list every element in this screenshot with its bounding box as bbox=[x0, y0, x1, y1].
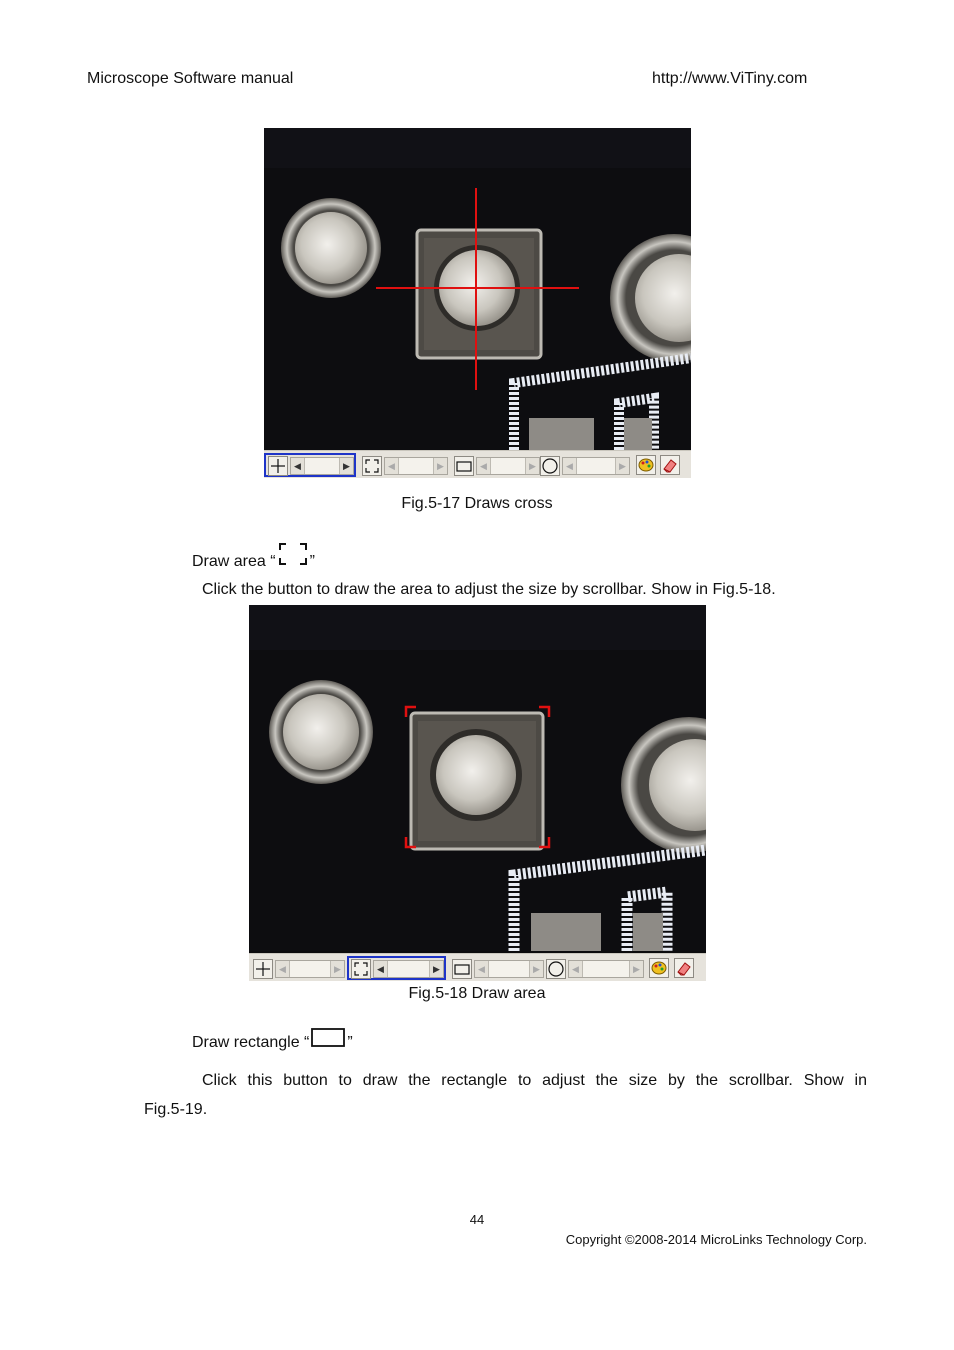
section-heading-draw-rectangle bbox=[192, 1027, 353, 1054]
figure-draw-area bbox=[249, 605, 706, 981]
figure-caption-cross: Fig.5-17 Draws cross bbox=[401, 495, 553, 512]
cross-icon bbox=[269, 457, 287, 475]
circle-size-scrollbar[interactable] bbox=[568, 960, 644, 978]
rectangle-tool-button[interactable] bbox=[454, 456, 474, 476]
heading-suffix: ” bbox=[309, 553, 315, 570]
figure-caption-area: Fig.5-18 Draw area bbox=[408, 985, 546, 1002]
cross-size-scrollbar[interactable] bbox=[290, 457, 354, 475]
eraser-icon bbox=[661, 456, 679, 474]
scroll-left-arrow[interactable]: ◀ bbox=[475, 961, 489, 977]
color-palette-button[interactable] bbox=[636, 455, 656, 475]
page-number: 44 bbox=[469, 1212, 485, 1227]
heading-prefix: Draw area “ bbox=[192, 553, 276, 570]
rectangle-icon bbox=[453, 960, 471, 978]
palette-icon bbox=[650, 959, 668, 977]
header-title: Microscope Software manual bbox=[87, 70, 294, 87]
area-tool-button[interactable] bbox=[351, 959, 371, 979]
area-size-scrollbar[interactable] bbox=[373, 960, 444, 978]
area-tool-button[interactable] bbox=[362, 456, 382, 476]
scroll-right-arrow[interactable]: ▶ bbox=[615, 458, 629, 474]
heading-suffix: ” bbox=[347, 1034, 353, 1051]
eraser-button[interactable] bbox=[674, 958, 694, 978]
area-tool-group bbox=[347, 956, 446, 980]
scroll-right-arrow[interactable]: ▶ bbox=[629, 961, 643, 977]
rectangle-icon bbox=[455, 457, 473, 475]
scroll-right-arrow[interactable]: ▶ bbox=[433, 458, 447, 474]
circle-tool-group bbox=[536, 453, 632, 477]
area-inline-icon bbox=[276, 540, 310, 573]
scroll-right-arrow[interactable]: ▶ bbox=[339, 458, 353, 474]
pcb-photo bbox=[249, 605, 706, 951]
scroll-left-arrow[interactable]: ◀ bbox=[385, 458, 399, 474]
cross-tool-button[interactable] bbox=[268, 456, 288, 476]
microscope-image-cross bbox=[264, 128, 691, 450]
heading-prefix: Draw rectangle “ bbox=[192, 1034, 310, 1051]
cross-size-scrollbar[interactable] bbox=[275, 960, 345, 978]
scroll-left-arrow[interactable]: ◀ bbox=[569, 961, 583, 977]
scroll-left-arrow[interactable]: ◀ bbox=[563, 458, 577, 474]
palette-icon bbox=[637, 456, 655, 474]
scroll-right-arrow[interactable]: ▶ bbox=[525, 458, 539, 474]
section-heading-draw-area bbox=[192, 540, 315, 573]
eraser-button[interactable] bbox=[660, 455, 680, 475]
eraser-icon bbox=[675, 959, 693, 977]
scroll-left-arrow[interactable]: ◀ bbox=[291, 458, 305, 474]
section-body-draw-area: Click the button to draw the area to adjust the size by scrollbar. Show in Fig.5-18. bbox=[202, 581, 776, 598]
rectangle-inline-icon bbox=[309, 1027, 347, 1054]
scroll-left-arrow[interactable]: ◀ bbox=[374, 961, 388, 977]
circle-tool-button[interactable] bbox=[546, 959, 566, 979]
rectangle-tool-group bbox=[448, 956, 546, 980]
section-body-draw-rectangle-line2: Fig.5-19. bbox=[144, 1101, 208, 1118]
area-size-scrollbar[interactable] bbox=[384, 457, 448, 475]
microscope-image-area bbox=[249, 605, 706, 951]
circle-tool-group bbox=[542, 956, 646, 980]
cross-tool-button[interactable] bbox=[253, 959, 273, 979]
scroll-left-arrow[interactable]: ◀ bbox=[477, 458, 491, 474]
circle-tool-button[interactable] bbox=[540, 456, 560, 476]
cross-tool-group bbox=[264, 453, 356, 477]
area-icon bbox=[363, 457, 381, 475]
area-icon bbox=[352, 960, 370, 978]
circle-icon bbox=[547, 960, 565, 978]
circle-icon bbox=[541, 457, 559, 475]
rectangle-tool-button[interactable] bbox=[452, 959, 472, 979]
cross-tool-group bbox=[249, 956, 347, 980]
circle-size-scrollbar[interactable] bbox=[562, 457, 630, 475]
header-url: http://www.ViTiny.com bbox=[652, 70, 808, 87]
rectangle-size-scrollbar[interactable] bbox=[476, 457, 540, 475]
figure-draw-cross bbox=[264, 128, 691, 478]
rectangle-tool-group bbox=[450, 453, 542, 477]
cross-icon bbox=[254, 960, 272, 978]
pcb-photo bbox=[264, 128, 691, 450]
scroll-right-arrow[interactable]: ▶ bbox=[529, 961, 543, 977]
section-body-draw-rectangle-line1: Click this button to draw the rectangle to adjust the size by the scrollbar. Show in bbox=[202, 1072, 867, 1089]
rectangle-size-scrollbar[interactable] bbox=[474, 960, 544, 978]
color-palette-button[interactable] bbox=[649, 958, 669, 978]
scroll-right-arrow[interactable]: ▶ bbox=[429, 961, 443, 977]
scroll-right-arrow[interactable]: ▶ bbox=[330, 961, 344, 977]
drawing-toolbar bbox=[264, 450, 691, 478]
copyright: Copyright ©2008-2014 MicroLinks Technology Corp. bbox=[565, 1232, 867, 1247]
area-tool-group bbox=[358, 453, 450, 477]
scroll-left-arrow[interactable]: ◀ bbox=[276, 961, 290, 977]
drawing-toolbar bbox=[249, 953, 706, 981]
